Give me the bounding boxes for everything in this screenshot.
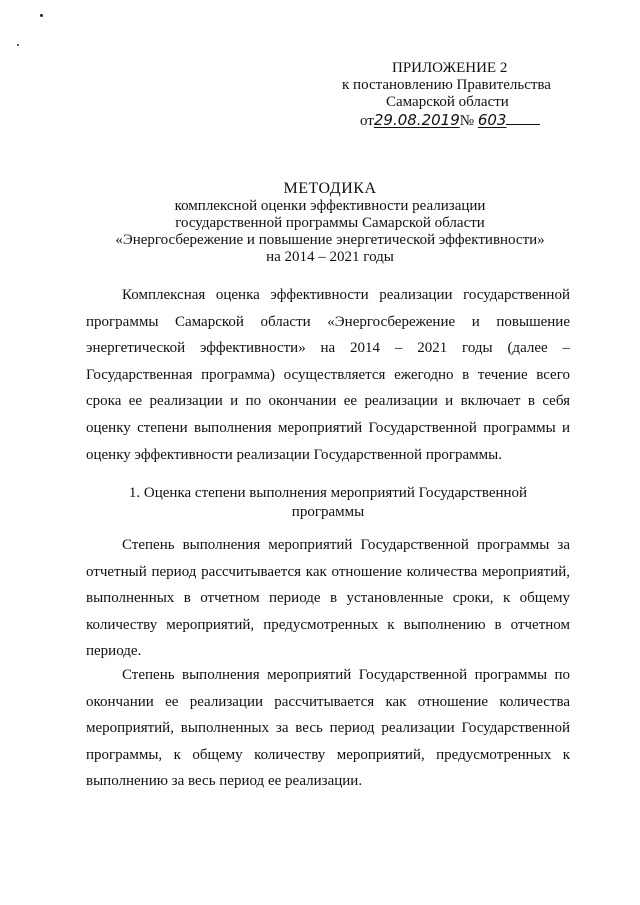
scan-speck <box>17 44 19 46</box>
title-line: «Энергосбережение и повышение энергетической эффективности» <box>115 232 545 248</box>
section-heading <box>86 484 570 522</box>
section-heading-line: 1. Оценка степени выполнения мероприятий Государственной <box>128 485 528 501</box>
title-line: комплексной оценки эффективности реализации <box>174 198 486 214</box>
handwritten-number: 603 <box>477 111 507 129</box>
from-label: от <box>360 113 374 129</box>
appendix-resolution: к постановлению Правительства <box>342 77 551 93</box>
number-label: № <box>459 113 475 129</box>
section-heading-line: программы <box>291 504 365 520</box>
section-paragraph-2: Степень выполнения мероприятий Государственной программы по окончании ее реализации рассчитывается как отношение количества мероприятий, выполненных за весь период реализации Государственной программы, к общему количеству мероприятий, предусмотренных к выполнению за весь период ее реализации. <box>86 667 570 790</box>
appendix-region: Самарской области <box>386 94 509 110</box>
handwritten-date: 29.08.2019 <box>373 111 460 129</box>
title-line: государственной программы Самарской области <box>175 215 485 231</box>
intro-paragraph: Комплексная оценка эффективности реализации государственной программы Самарской области «Энергосбережение и повышение энергетической эффективности» на 2014 – 2021 годы (далее – Государственная программа) осуществляется ежегодно в течение всего срока ее реализации и по окончании ее реализации и включает в себя оценку степени выполнения мероприятий Государственной программы и оценку эффективности реализации Государственной программы. <box>86 287 570 463</box>
title-line: на 2014 – 2021 годы <box>266 249 394 265</box>
appendix-title: ПРИЛОЖЕНИЕ 2 <box>392 60 508 76</box>
appendix-header <box>342 60 582 130</box>
appendix-date-line <box>342 112 582 130</box>
section-paragraph-1: Степень выполнения мероприятий Государственной программы за отчетный период рассчитывается как отношение количества мероприятий, выполненных в отчетном периоде в установленные сроки, к общему количеству мероприятий, предусмотренных к выполнению в отчетном периоде. <box>86 537 570 660</box>
title-main: МЕТОДИКА <box>283 180 377 197</box>
document-title <box>60 180 600 266</box>
scan-speck <box>40 14 43 17</box>
number-underline <box>506 124 540 125</box>
